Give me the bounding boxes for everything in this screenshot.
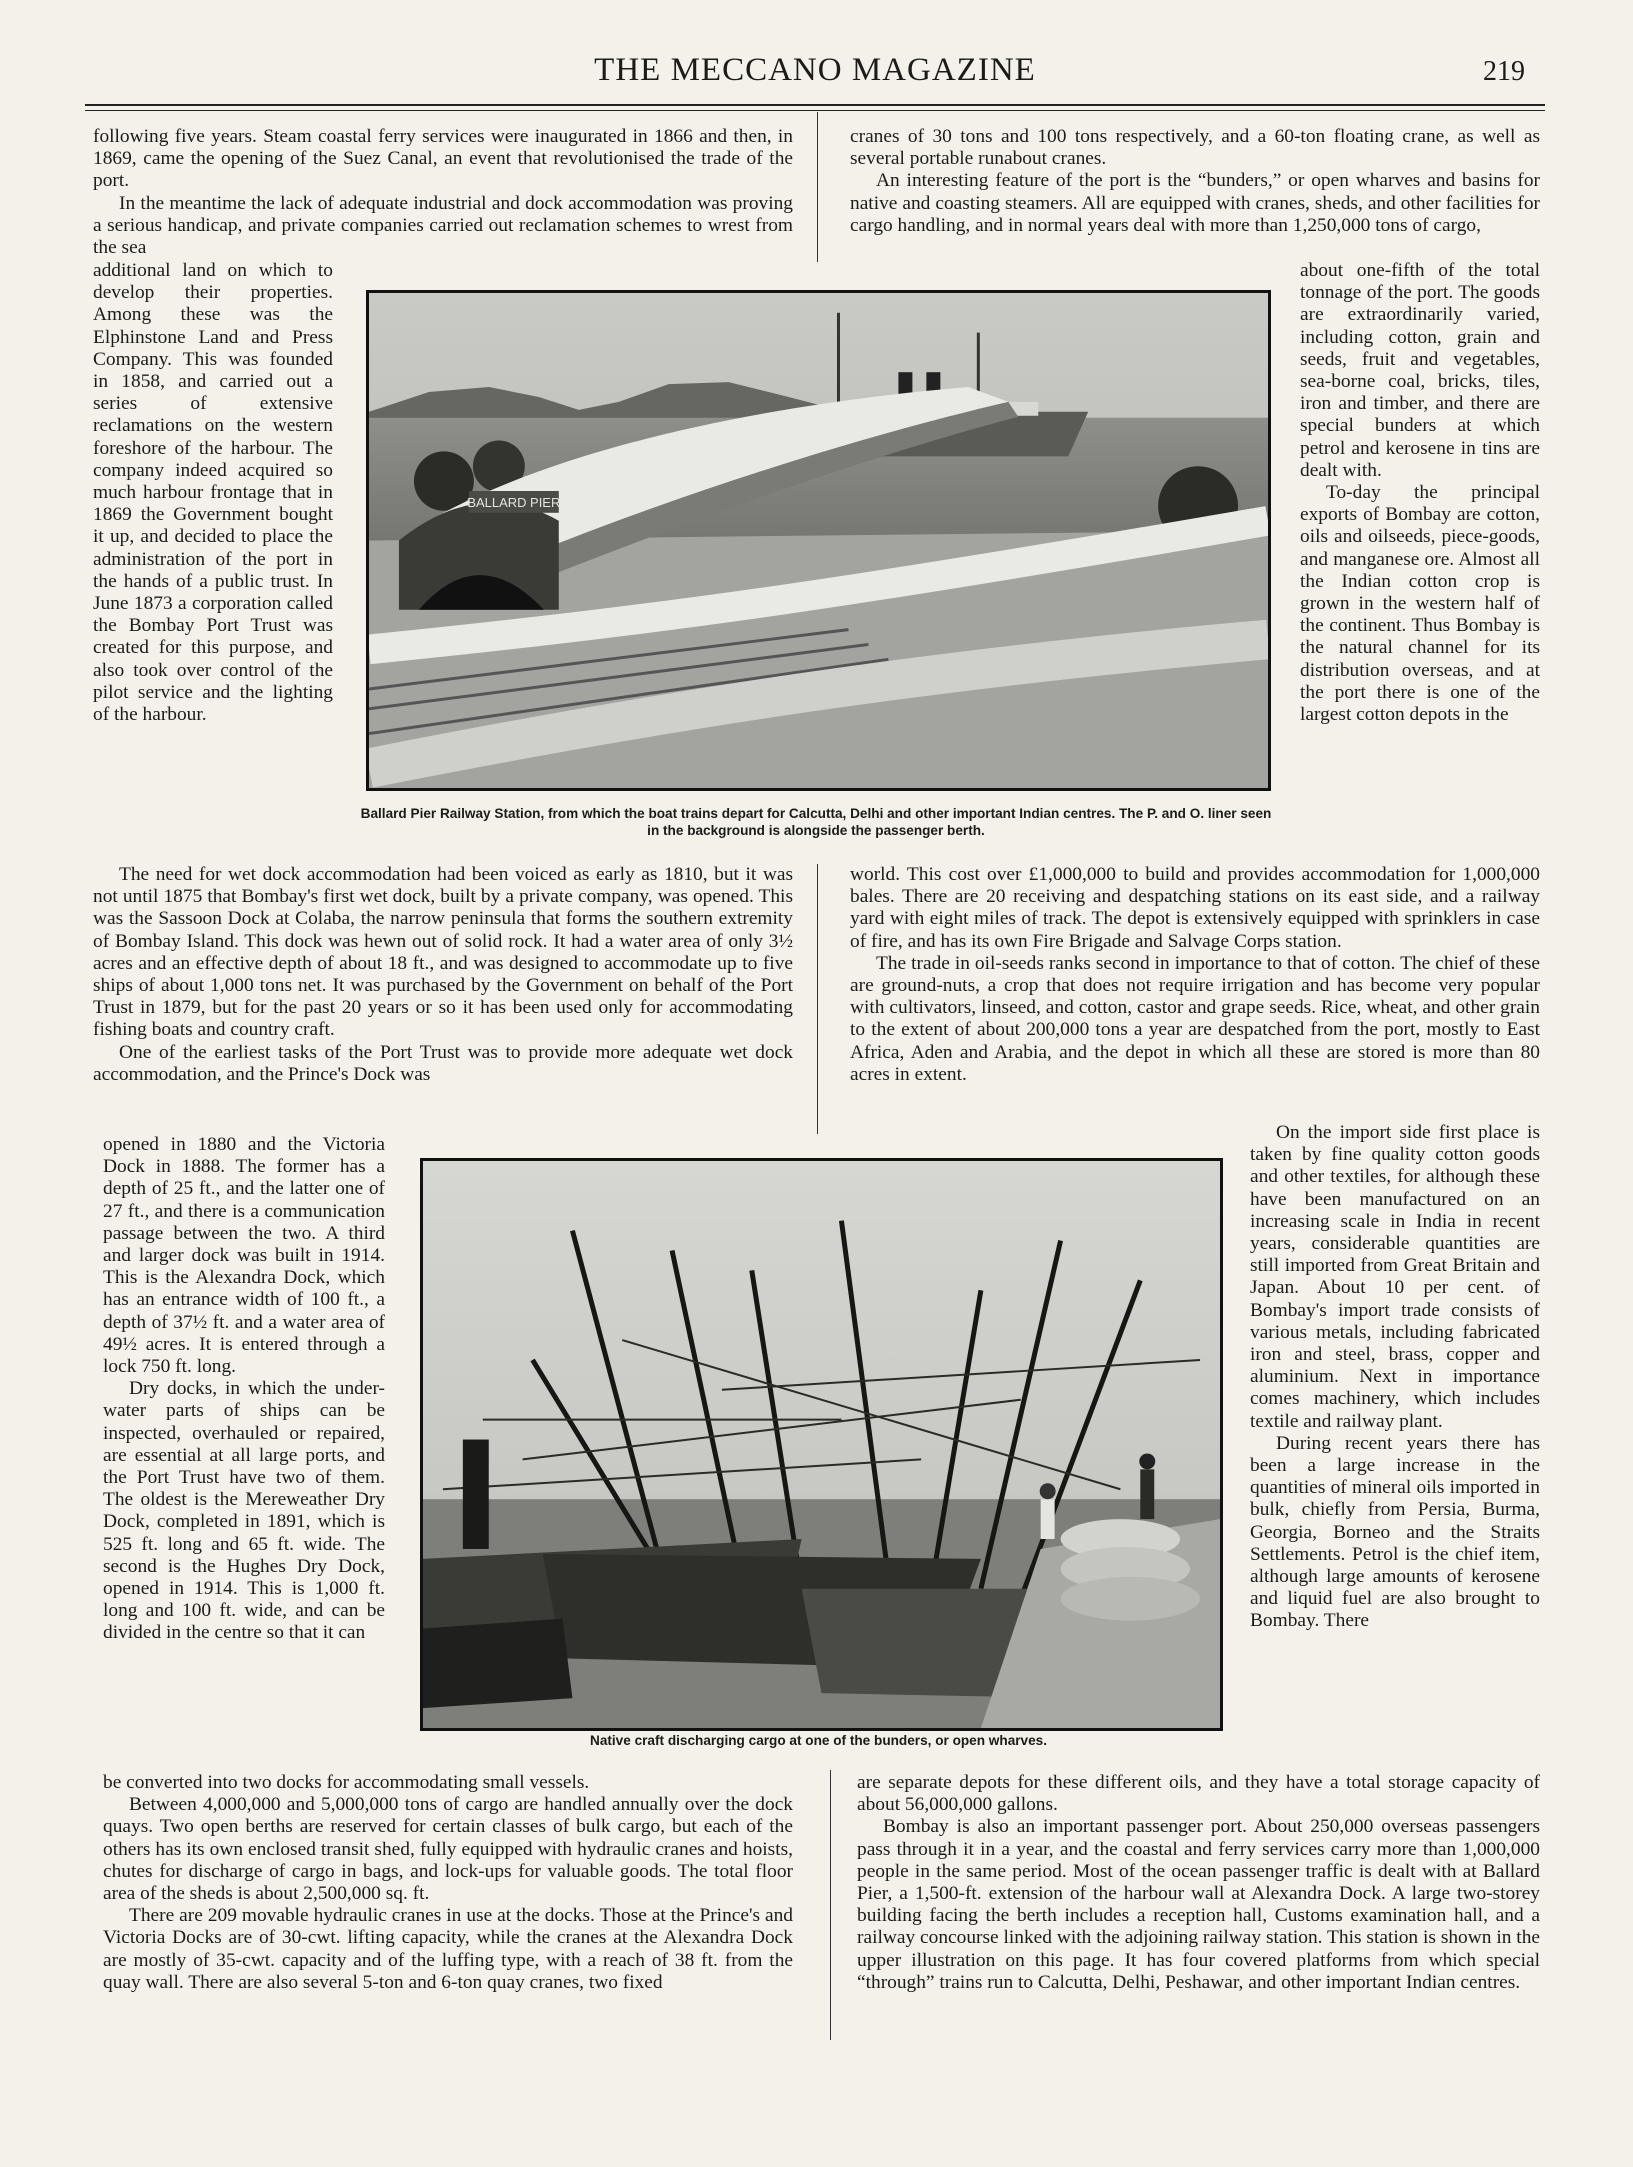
- paragraph: In the meantime the lack of adequate industrial and dock accommodation was proving a serious handicap, and private companies carried out reclamation schemes to wrest from the sea: [93, 192, 793, 259]
- col1-mid-text: [93, 864, 793, 1086]
- col2-mid-text: [850, 864, 1540, 1086]
- col1-bottom-text: [103, 1772, 793, 1994]
- paragraph: The trade in oil-seeds ranks second in importance to that of cotton. The chief of these are ground-nuts, a crop that does not require irrigation and has become very popular with cultivators, linseed, and cotton, castor and grape seeds. Rice, wheat, and other grain to the extent of about 200,000 tons a year are despatched from the port, mostly to East Africa, Aden and Arabia, and the depot in which all these are stored is more than 80 acres in extent.: [850, 952, 1540, 1085]
- paragraph: Bombay is also an important passenger port. About 250,000 overseas passengers pass through it in a year, and the coastal and ferry services carry more than 1,000,000 people in the same period. Most of the ocean passenger traffic is dealt with at Ballard Pier, a 1,500-ft. extension of the harbour wall at Alexandra Dock. A large two-storey building facing the berth includes a reception hall, Customs examination hall, and a railway concourse linked with the adjoining railway station. This station is shown in the upper illustration on this page. It has four covered platforms from which special “through” trains run to Calcutta, Delhi, Peshawar, and other important Indian centres.: [857, 1816, 1540, 1993]
- ballard-pier-caption: Ballard Pier Railway Station, from which the boat trains depart for Calcutta, Delhi and other important Indian centres. The P. and O. liner seen in the background is alongside the passenger berth.: [360, 806, 1272, 838]
- page-header: [85, 52, 1545, 102]
- paragraph: An interesting feature of the port is the “bunders,” or open wharves and basins for native and coasting steamers. All are equipped with cranes, sheds, and other facilities for cargo handling, and in normal years deal with more than 1,250,000 tons of cargo,: [850, 170, 1540, 236]
- paragraph: about one-fifth of the total tonnage of the port. The goods are extraordinarily varied, including cotton, grain and seeds, fruit and vegetables, sea-borne coal, bricks, tiles, iron and timber, and there are special bunders at which petrol and kerosene in tins are dealt with.: [1300, 260, 1540, 481]
- paragraph: On the import side first place is taken by fine quality cotton goods and other textiles, for although these have been manufactured on an increasing scale in India in recent years, considerable quantities are still imported from Great Britain and Japan. About 10 per cent. of Bombay's import trade consists of various metals, including fabricated iron and steel, brass, copper and aluminium. Next in importance comes machinery, which includes textile and railway plant.: [1250, 1122, 1540, 1432]
- paragraph: be converted into two docks for accommodating small vessels.: [103, 1772, 590, 1793]
- ballard-pier-sign: BALLARD PIER: [467, 494, 561, 510]
- paragraph: additional land on which to develop their properties. Among these was the Elphinstone Land and Press Company. This was founded in 1858, and carried out a series of extensive reclamations on the western foreshore of the harbour. The company indeed acquired so much harbour frontage that in 1869 the Government bought it up, and decided to place the administration of the port in the hands of a public trust. In June 1873 a corporation called the Bombay Port Trust was created for this purpose, and also took over control of the pilot service and the lighting of the harbour.: [93, 260, 333, 726]
- col1-wrap-text-1: [93, 260, 333, 726]
- paragraph: Between 4,000,000 and 5,000,000 tons of cargo are handled annually over the dock quays. Two open berths are reserved for certain classes of bulk cargo, but each of the others has its own enclosed transit shed, fully equipped with hydraulic cranes and hoists, chutes for discharge of cargo in bags, and lock-ups for valuable goods. The total floor area of the sheds is about 2,500,000 sq. ft.: [103, 1794, 793, 1905]
- col1-top-text: [93, 126, 793, 259]
- header-rule: [85, 104, 1545, 106]
- paragraph: Dry docks, in which the under-water parts of ships can be inspected, overhauled or repaired, are essential at all large ports, and the Port Trust have two of them. The oldest is the Mereweather Dry Dock, completed in 1891, which is 525 ft. long and 65 ft. wide. The second is the Hughes Dry Dock, opened in 1914. This is 1,000 ft. long and 100 ft. wide, and can be divided in the centre so that it can: [103, 1378, 385, 1644]
- paragraph: cranes of 30 tons and 100 tons respectively, and a 60-ton floating crane, as well as several portable runabout cranes.: [850, 126, 1540, 170]
- native-craft-photo: [420, 1158, 1223, 1731]
- col2-top-text: [850, 126, 1540, 237]
- col2-bottom-text: [857, 1772, 1540, 1994]
- native-craft-caption: Native craft discharging cargo at one of the bunders, or open wharves.: [590, 1733, 1047, 1748]
- paragraph: To-day the principal exports of Bombay are cotton, oils and oilseeds, piece-goods, and manganese ore. Almost all the Indian cotton crop is grown in the western half of the continent. Thus Bombay is the natural channel for its distribution overseas, and at the port there is one of the largest cotton depots in the: [1300, 482, 1540, 726]
- column-divider-bottom: [830, 1770, 831, 2040]
- header-rule-thin: [85, 110, 1545, 111]
- col1-wrap-text-2: [103, 1134, 385, 1645]
- paragraph: During recent years there has been a large increase in the quantities of mineral oils imported in bulk, chiefly from Persia, Burma, Georgia, Borneo and the Straits Settlements. Petrol is the chief item, although large amounts of kerosene and liquid fuel are also brought to Bombay. There: [1250, 1432, 1540, 1632]
- col2-wrap-text-2: [1250, 1122, 1540, 1633]
- paragraph: One of the earliest tasks of the Port Trust was to provide more adequate wet dock accommodation, and the Prince's Dock was: [93, 1041, 793, 1085]
- column-divider-top: [817, 112, 818, 262]
- paragraph: following five years. Steam coastal ferry services were inaugurated in 1866 and then, in 1869, came the opening of the Suez Canal, an event that revolutionised the trade of the port.: [93, 126, 793, 192]
- paragraph: opened in 1880 and the Victoria Dock in 1888. The former has a depth of 25 ft., and the latter one of 27 ft., and there is a communication passage between the two. A third and larger dock was built in 1914. This is the Alexandra Dock, which has an entrance width of 100 ft., a depth of 37½ ft. and a water area of 49½ acres. It is entered through a lock 750 ft. long.: [103, 1134, 385, 1378]
- paragraph: world. This cost over £1,000,000 to build and provides accommodation for 1,000,000 bales. There are 20 receiving and despatching stations on its east side, and a railway yard with eight miles of track. The depot is extensively equipped with sprinklers in case of fire, and has its own Fire Brigade and Salvage Corps station.: [850, 864, 1540, 952]
- paragraph: are separate depots for these different oils, and they have a total storage capacity of about 56,000,000 gallons.: [857, 1772, 1540, 1816]
- magazine-title: THE MECCANO MAGAZINE: [594, 52, 1036, 88]
- ballard-pier-illustration: [369, 293, 1268, 788]
- native-craft-illustration: [423, 1161, 1220, 1728]
- col2-wrap-text-1: [1300, 260, 1540, 726]
- page-number: 219: [1483, 56, 1525, 87]
- ballard-pier-photo: [366, 290, 1271, 791]
- column-divider-middle: [817, 864, 818, 1134]
- paragraph: The need for wet dock accommodation had been voiced as early as 1810, but it was not until 1875 that Bombay's first wet dock, built by a private company, was opened. This was the Sassoon Dock at Colaba, the narrow peninsula that forms the southern extremity of Bombay Island. This dock was hewn out of solid rock. It had a water area of only 3½ acres and an effective depth of about 18 ft., and was designed to accommodate up to five ships of about 1,000 tons net. It was purchased by the Government on behalf of the Port Trust in 1879, but for the past 20 years or so it has been used only for accommodating fishing boats and country craft.: [93, 864, 793, 1041]
- paragraph: There are 209 movable hydraulic cranes in use at the docks. Those at the Prince's and Victoria Docks are of 30-cwt. lifting capacity, while the cranes at the Alexandra Dock are mostly of 35-cwt. capacity and of the luffing type, with a reach of 38 ft. from the quay wall. There are also several 5-ton and 6-ton quay cranes, two fixed: [103, 1905, 793, 1993]
